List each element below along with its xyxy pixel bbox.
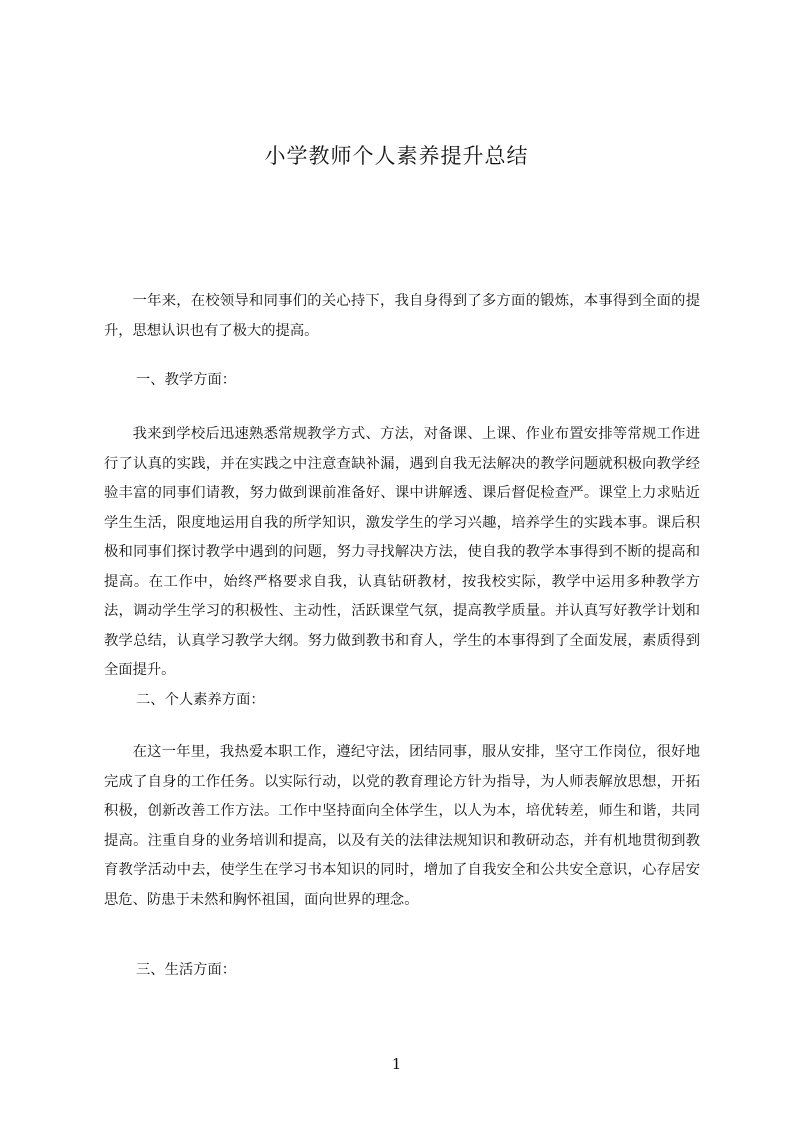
section-heading-personal: 二、个人素养方面： bbox=[136, 692, 265, 708]
section-heading-life: 三、生活方面： bbox=[136, 962, 237, 978]
section-heading-teaching: 一、教学方面： bbox=[136, 372, 237, 388]
section-body-personal: 在这一年里，我热爱本职工作，遵纪守法，团结同事，服从安排，坚守工作岗位，很好地完成了自身的工作任务。以实际行动，以党的教育理论方针为指导，为人师表解放思想，开拓积极，创新改善工作方法。工作中坚持面向全体学生，以人为本，培优转差，师生和谐，共同提高。注重自身的业务培训和提高，以及有关的法律法规知识和教研动态，并有机地贯彻到教育教学活动中去，使学生在学习书本知识的同时，增加了自我安全和公共安全意识，心存居安思危、防患于未然和胸怀祖国，面向世界的理念。 bbox=[104, 744, 700, 908]
section-body-teaching: 我来到学校后迅速熟悉常规教学方式、方法，对备课、上课、作业布置安排等常规工作进行了认真的实践，并在实践之中注意查缺补漏，遇到自我无法解决的教学问题就积极向教学经验丰富的同事们请教，努力做到课前准备好、课中讲解透、课后督促检查严。课堂上力求贴近学生生活，限度地运用自我的所学知识，激发学生的学习兴趣，培养学生的实践本事。课后积极和同事们探讨教学中遇到的问题，努力寻找解决方法，使自我的教学本事得到不断的提高和提高。在工作中，始终严格要求自我，认真钻研教材，按我校实际，教学中运用多种教学方法，调动学生学习的积极性、主动性，活跃课堂气氛，提高教学质量。并认真写好教学计划和教学总结，认真学习教学大纲。努力做到教书和育人，学生的本事得到了全面发展，素质得到全面提升。 bbox=[104, 426, 700, 678]
document-title: 小学教师个人素养提升总结 bbox=[264, 144, 529, 168]
intro-paragraph: 一年来，在校领导和同事们的关心持下，我自身得到了多方面的锻炼，本事得到全面的提升，思想认识也有了极大的提高。 bbox=[104, 293, 700, 339]
page-number: 1 bbox=[391, 1055, 402, 1073]
